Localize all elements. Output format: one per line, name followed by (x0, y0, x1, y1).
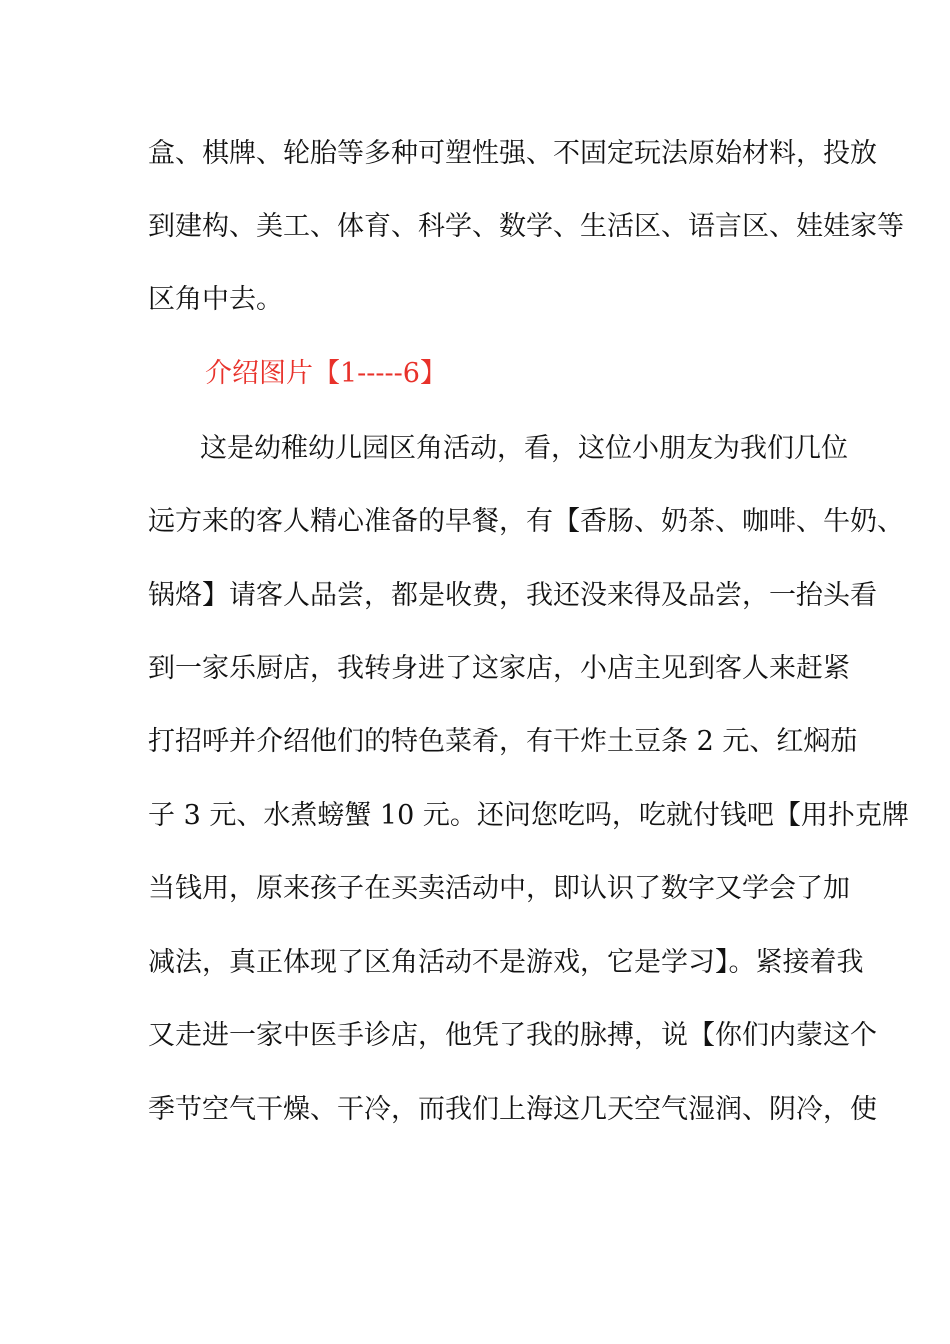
paragraph-line: 到一家乐厨店，我转身进了这家店，小店主见到客人来赶紧 (148, 653, 850, 684)
paragraph-line: 区角中去。 (148, 284, 283, 315)
paragraph-line: 当钱用，原来孩子在买卖活动中，即认识了数字又学会了加 (148, 873, 850, 904)
paragraph-line: 这是幼稚幼儿园区角活动，看，这位小朋友为我们几位 (200, 433, 848, 464)
paragraph-line: 季节空气干燥、干冷，而我们上海这几天空气湿润、阴冷，使 (148, 1094, 877, 1125)
paragraph-line: 减法，真正体现了区角活动不是游戏，它是学习】。紧接着我 (148, 947, 864, 978)
section-heading: 介绍图片【1-----6】 (205, 358, 447, 389)
paragraph-line: 远方来的客人精心准备的早餐，有【香肠、奶茶、咖啡、牛奶、 (148, 506, 904, 537)
paragraph-line: 锅烙】请客人品尝，都是收费，我还没来得及品尝，一抬头看 (148, 580, 877, 611)
paragraph-line: 盒、棋牌、轮胎等多种可塑性强、不固定玩法原始材料，投放 (148, 138, 877, 169)
paragraph-line: 又走进一家中医手诊店，他凭了我的脉搏，说【你们内蒙这个 (148, 1020, 877, 1051)
paragraph-line: 到建构、美工、体育、科学、数学、生活区、语言区、娃娃家等 (148, 211, 904, 242)
paragraph-line: 子 3 元、水煮螃蟹 10 元。还问您吃吗，吃就付钱吧【用扑克牌 (148, 800, 909, 831)
paragraph-line: 打招呼并介绍他们的特色菜肴，有干炸土豆条 2 元、红焖茄 (148, 726, 858, 757)
